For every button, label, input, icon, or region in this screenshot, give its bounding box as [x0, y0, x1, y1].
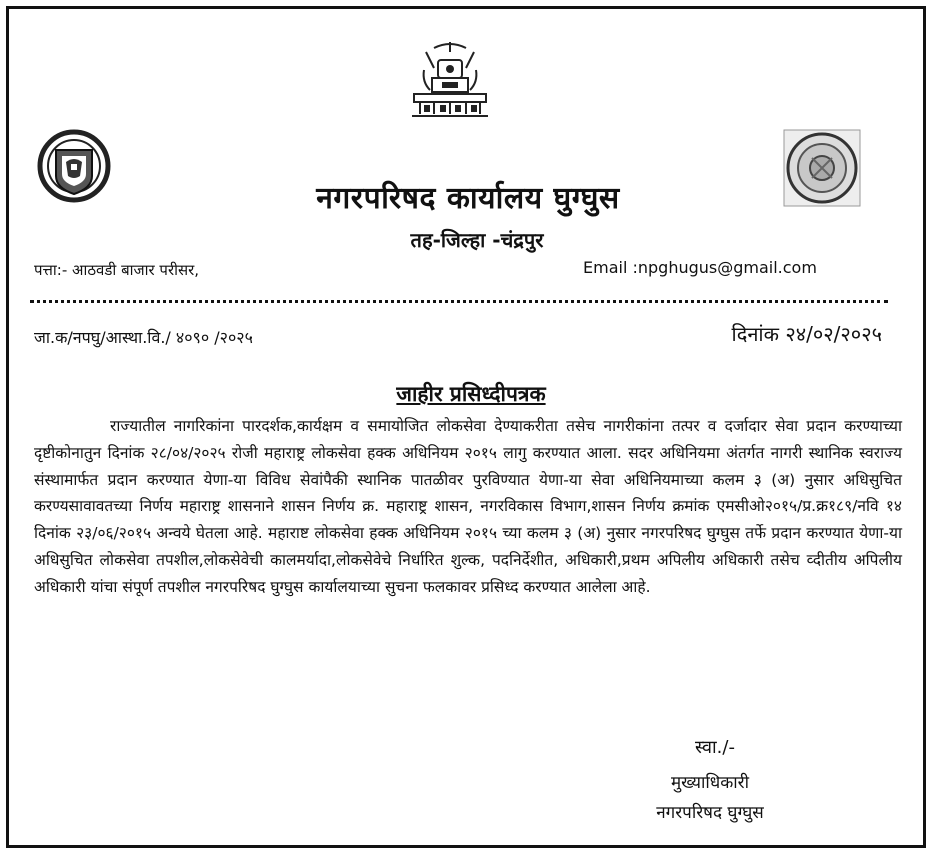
- notice-date: दिनांक २४/०२/२०२५: [731, 322, 882, 346]
- dotted-divider: [30, 300, 888, 303]
- office-subtitle: तह-जिल्हा -चंद्रपुर: [410, 228, 544, 252]
- signatory-designation: मुख्याधिकारी: [670, 773, 750, 793]
- office-email: Email :npghugus@gmail.com: [583, 258, 817, 277]
- notice-heading: जाहीर प्रसिध्दीपत्रक: [396, 382, 546, 406]
- office-title: नगरपरिषद कार्यालय घुग्घुस: [316, 181, 620, 216]
- reference-number: जा.क/नपघु/आस्था.वि./ ४०९० /२०२५: [34, 328, 253, 347]
- office-address: पत्ता:- आठवडी बाजार परीसर,: [34, 261, 200, 279]
- notice-body: राज्यातील नागरिकांना पारदर्शक,कार्यक्षम व समायोजित लोकसेवा देण्याकरीता तसेच नागरीकांना तत्पर व दर्जादार सेवा प्रदान करण्याच्या दृष्टीकोनातुन दिनांक २८/०४/२०२५ रोजी महाराष्ट्र लोकसेवा हक्क अधिनियम २०१५ लागु करण्यात आला. सदर अधिनियमा अंतर्गत नागरी स्थानिक स्वराज्य संस्थामार्फत प्रदान करण्यात येणा-या विविध सेवांपैकी स्थानिक पातळीवर पुरविण्यात येणा-या सेवा अधिनियमाच्या कलम ३ (अ) नुसार अधिसुचित करण्यसावावतच्या निर्णय महाराष्ट्र शासनाने शासन निर्णय क्र. महाराष्ट्र शासन, नगरविकास विभाग,शासन निर्णय क्रमांक एमसीओ२०१५/प्र.क्र१८९/नवि १४ दिनांक २३/०६/२०१५ अन्वये घेतला आहे. महाराष्ट लोकसेवा हक्क अधिनियम २०१५ च्या कलम ३ (अ) नुसार नगरपरिषद घुग्घुस तर्फे प्रदान करण्यात येणा-या अधिसुचित लोकसेवा तपशील,लोकसेवेची कालमर्यादा,लोकसेवेचे निर्धारित शुल्क, पदनिर्देशीत, अधिकारी,प्रथम अपिलीय अधिकारी तसेच व्दीतीय अपिलीय अधिकारी यांचा संपूर्ण तपशील नगरपरिषद घुग्घुस कार्यालयाच्या सुचना फलकावर प्रसिध्द करण्यात आलेला आहे.: [34, 417, 902, 596]
- signatory-office: नगरपरिषद घुग्घुस: [656, 803, 764, 823]
- signature-mark: स्वा./-: [695, 737, 735, 758]
- state-emblem-icon: [404, 38, 496, 124]
